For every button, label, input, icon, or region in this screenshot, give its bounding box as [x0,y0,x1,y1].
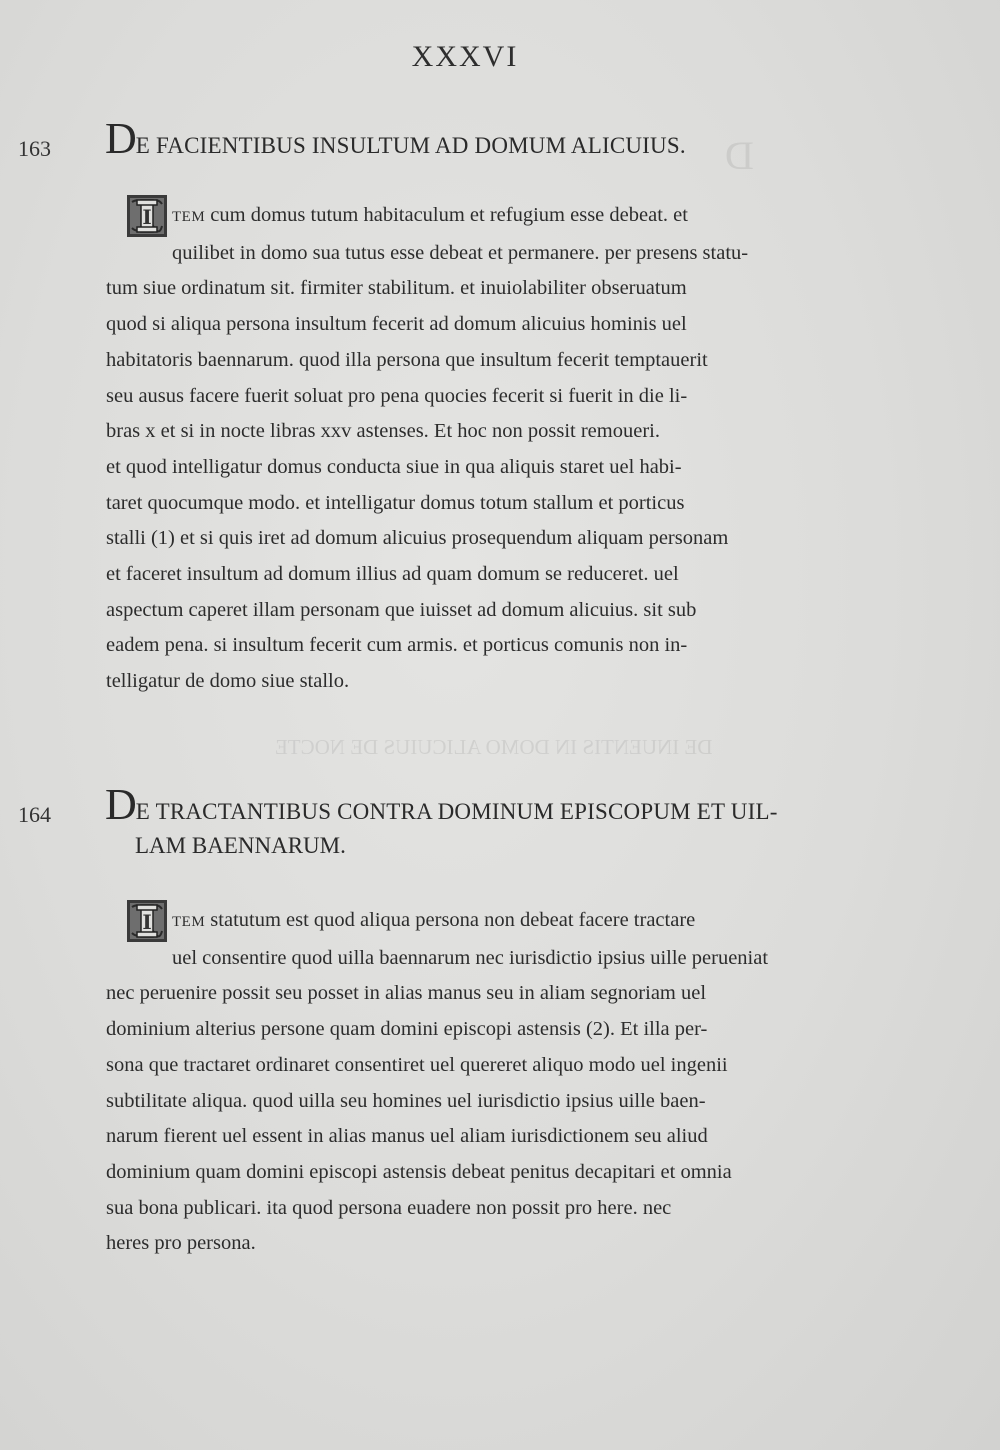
heading-initial: D [105,780,136,829]
section-heading [105,114,825,163]
text-line: nec peruenire possit seu posset in alias manus seu in aliam segnoriam uel [106,982,707,1005]
text-line: dominium quam domini episcopi astensis debeat penitus decapitari et omnia [106,1160,732,1183]
text-line: sua bona publicari. ita quod persona euadere non possit pro here. nec [106,1196,672,1219]
section-body [106,198,828,700]
heading-text: E TRACTANTIBUS CONTRA DOMINUM EPISCOPUM ET UIL- [135,799,778,824]
bleed-through-initial: D [725,133,754,178]
text-line: aspectum caperet illam personam que iuisset ad domum alicuius. sit sub [106,598,697,621]
text-line: telligatur de domo siue stallo. [106,670,350,693]
heading-text-line2: LAM BAENNARUM. [135,833,346,858]
heading-text: E FACIENTIBUS INSULTUM AD DOMUM ALICUIUS. [135,133,686,158]
text-line: et quod intelligatur domus conducta siue in qua aliquis staret uel habi- [106,455,682,478]
text-line: stalli (1) et si quis iret ad domum alicuius prosequendum aliquam personam [106,527,729,550]
text-line: subtilitate aliqua. quod uilla seu homines uel iurisdictio ipsius uille baen- [106,1089,706,1112]
ornamental-initial-icon [126,903,166,943]
heading-initial: D [105,114,136,163]
text-line: et faceret insultum ad domum illius ad quam domum se reduceret. uel [106,563,679,586]
text-line: taret quocumque modo. et intelligatur domus totum stallum et porticus [106,491,685,514]
opening-word: TEM [172,914,206,930]
initial-letter: I [142,205,152,229]
bleed-through-heading: DE INUENTIS IN DOMO ALICUIUS DE NOCTE [275,735,713,759]
text-line: quilibet in domo sua tutus esse debeat et permanere. per presens statu- [172,241,749,264]
text-line: tum siue ordinatum sit. firmiter stabilitum. et inuiolabiliter obseruatum [106,277,687,300]
text-line: narum fierent uel essent in alias manus uel aliam iurisdictionem seu aliud [106,1125,708,1148]
first-line [106,198,828,236]
text-line: habitatoris baennarum. quod illa persona que insultum fecerit temptauerit [106,348,708,371]
text-line: cum domus tutum habitaculum et refugium esse debeat. et [210,204,688,226]
text-line: eadem pena. si insultum fecerit cum armis. et porticus comunis non in- [106,634,688,657]
text-line: seu ausus facere fuerit soluat pro pena quocies fecerit si fuerit in die li- [106,384,688,407]
text-line: bras x et si in nocte libras xxv astenses. Et hoc non possit remoueri. [106,420,660,443]
opening-word: TEM [172,209,206,225]
section-heading [105,780,825,863]
text-line: statutum est quod aliqua persona non debeat facere tractare [210,909,696,931]
text-line: uel consentire quod uilla baennarum nec iurisdictio ipsius uille perueniat [172,946,769,969]
text-line: dominium alterius persone quam domini episcopi astensis (2). Et illa per- [106,1018,708,1041]
text-line: sona que tractaret ordinaret consentiret uel quereret aliquo modo uel ingenii [106,1053,728,1076]
text-line: quod si aliqua persona insultum fecerit ad domum alicuius hominis uel [106,313,687,336]
section-number: 164 [18,802,51,827]
ornamental-initial-icon [126,198,166,238]
initial-letter: I [142,910,152,934]
section-body [106,903,828,1262]
text-line: heres pro persona. [106,1232,256,1255]
first-line [106,903,828,941]
section-number: 163 [18,136,51,161]
page-number: XXXVI [411,40,519,73]
